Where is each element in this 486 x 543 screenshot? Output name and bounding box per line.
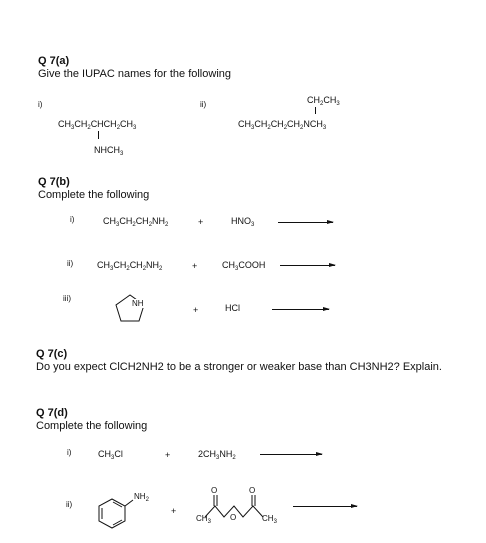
q7c-question: Do you expect ClCH2NH2 to be a stronger or weaker base than CH3NH2? Explain.: [36, 361, 442, 373]
q7b-row3-arrow: [272, 309, 329, 310]
q7a-heading: Q 7(a): [38, 55, 70, 67]
q7d-row1-reactant1: $CH_3Cl$: [98, 449, 123, 461]
q7d-anhydride-carbonyl-oxygen-left: O: [211, 486, 218, 495]
q7b-row1-plus: +: [198, 217, 204, 227]
q7d-anhydride-left-group: $CH_3$: [196, 514, 211, 525]
q7a-instruction: Give the IUPAC names for the following: [38, 68, 231, 80]
q7a-ii-formula: $CH_3CH_2CH_2CH_2NCH_3$: [238, 119, 327, 131]
q7b-instruction: Complete the following: [38, 189, 150, 201]
q7b-row2-arrow: [280, 265, 335, 266]
q7b-row1-label: i): [70, 215, 75, 224]
q7a-ii-label: ii): [200, 100, 207, 109]
q7a-ii-bond: [315, 107, 316, 114]
q7a-i-bond: [98, 131, 99, 139]
q7a-i-label: i): [38, 100, 43, 109]
q7b-heading: Q 7(b): [38, 176, 70, 188]
q7d-row2-label: ii): [66, 500, 73, 509]
q7b-row2-reactant1: $CH_3CH_2CH_2NH_2$: [97, 260, 163, 272]
q7b-row3-reactant1: NH: [132, 299, 144, 308]
q7d-row2-plus: +: [171, 506, 177, 516]
q7d-row1-plus: +: [165, 450, 171, 460]
q7b-row3-label: iii): [63, 294, 71, 303]
q7b-row3-plus: +: [193, 305, 199, 315]
q7d-row2-arrow: [293, 506, 357, 507]
q7b-row1-reactant1: $CH_3CH_2CH_2NH_2$: [103, 216, 169, 228]
q7a-ii-ethyl: $CH_2CH_3$: [307, 95, 340, 107]
q7b-row3-reactant2: HCl: [225, 303, 240, 313]
q7b-row2-plus: +: [192, 261, 198, 271]
q7b-row2-reactant2: $CH_3COOH$: [222, 260, 266, 272]
q7d-anhydride-carbonyl-oxygen-right: O: [249, 486, 256, 495]
q7d-instruction: Complete the following: [36, 420, 148, 432]
q7b-row1-reactant2: $HNO_3$: [231, 216, 255, 228]
q7d-anhydride-right-group: $CH_3$: [262, 514, 277, 525]
q7b-row2-label: ii): [67, 259, 74, 268]
q7d-heading: Q 7(d): [36, 407, 68, 419]
q7c-heading: Q 7(c): [36, 348, 68, 360]
q7d-row1-label: i): [67, 448, 72, 457]
q7d-row1-arrow: [260, 454, 322, 455]
q7d-row2-reactant1: $NH_2$: [134, 492, 149, 503]
q7b-row1-arrow: [278, 222, 333, 223]
q7a-i-substituent: $NHCH_3$: [94, 145, 124, 157]
pyrrolidine-structure: [108, 289, 158, 329]
q7a-i-formula: $CH_3CH_2CHCH_2CH_3$: [58, 119, 137, 131]
q7d-row1-reactant2: $2CH_3NH_2$: [198, 449, 236, 461]
q7d-anhydride-bridge-oxygen: O: [230, 513, 237, 522]
